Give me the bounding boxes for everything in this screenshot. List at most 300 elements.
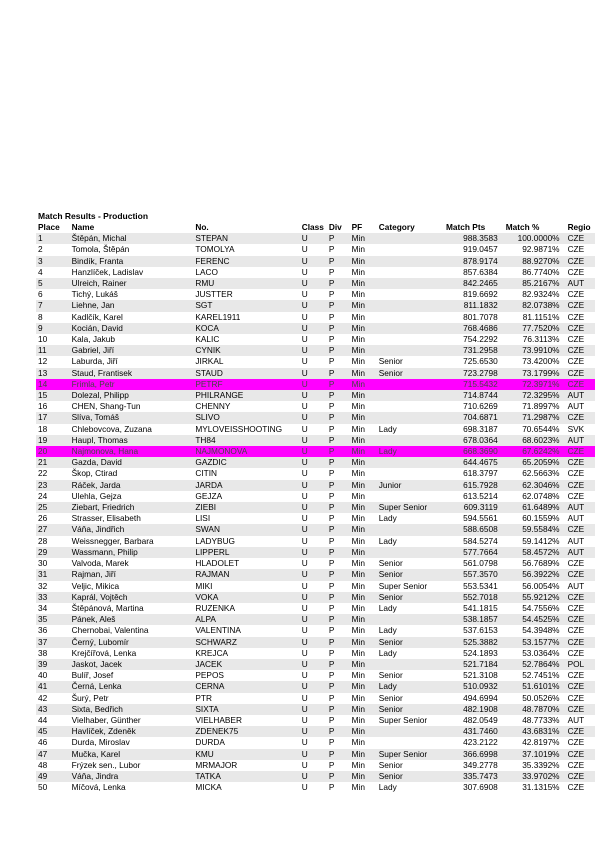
cell-number: RUZENKA — [193, 603, 299, 614]
col-pf-header: PF — [351, 222, 363, 232]
cell-match-pts: 588.6508 — [444, 524, 504, 535]
cell-name: Krejčířová, Lenka — [70, 648, 194, 659]
cell-match-pct: 77.7520% — [504, 323, 566, 334]
cell-number: KOCA — [193, 323, 299, 334]
cell-number: TOMOLYA — [193, 244, 299, 255]
cell-place: 47 — [36, 749, 70, 760]
cell-region: CZE — [566, 737, 595, 748]
cell-name: Kadlčík, Karel — [70, 312, 194, 323]
cell-match-pts: 801.7078 — [444, 312, 504, 323]
cell-region: CZE — [566, 704, 595, 715]
cell-class: U — [300, 704, 327, 715]
cell-match-pct: 65.2059% — [504, 457, 566, 468]
cell-place: 16 — [36, 401, 70, 412]
cell-class: U — [300, 513, 327, 524]
col-number-header: No. — [195, 222, 209, 232]
cell-region: CZE — [566, 412, 595, 423]
col-name-header: Name — [71, 222, 95, 232]
cell-category: Lady — [377, 625, 444, 636]
cell-pf: Min — [350, 569, 377, 580]
cell-region: CZE — [566, 368, 595, 379]
cell-region: CZE — [566, 334, 595, 345]
cell-category — [377, 435, 444, 446]
cell-name: Bindík, Franta — [70, 256, 194, 267]
cell-name: Wassmann, Philip — [70, 547, 194, 558]
page-title: Match Results - Production — [38, 211, 149, 221]
cell-match-pct: 73.1799% — [504, 368, 566, 379]
cell-category — [377, 300, 444, 311]
cell-category — [377, 547, 444, 558]
cell-division: P — [327, 670, 350, 681]
cell-division: P — [327, 278, 350, 289]
cell-division: P — [327, 334, 350, 345]
table-row — [36, 704, 595, 715]
cell-number: GAZDIC — [193, 457, 299, 468]
cell-category: Lady — [377, 782, 444, 793]
cell-number: SGT — [193, 300, 299, 311]
cell-category: Lady — [377, 648, 444, 659]
cell-match-pts: 510.0932 — [444, 681, 504, 692]
cell-class: U — [300, 468, 327, 479]
cell-name: Frýzek sen., Lubor — [70, 760, 194, 771]
cell-place: 10 — [36, 334, 70, 345]
cell-class: U — [300, 368, 327, 379]
cell-category — [377, 412, 444, 423]
cell-match-pts: 754.2292 — [444, 334, 504, 345]
cell-pf: Min — [350, 446, 377, 457]
cell-category — [377, 468, 444, 479]
table-row — [36, 681, 595, 692]
cell-match-pts: 552.7018 — [444, 592, 504, 603]
col-class-header: Class — [301, 222, 324, 232]
cell-pf: Min — [350, 323, 377, 334]
cell-class: U — [300, 256, 327, 267]
cell-category — [377, 323, 444, 334]
cell-match-pts: 335.7473 — [444, 771, 504, 782]
cell-division: P — [327, 289, 350, 300]
cell-match-pts: 349.2778 — [444, 760, 504, 771]
table-header-row — [36, 222, 595, 233]
cell-pf: Min — [350, 334, 377, 345]
table-row — [36, 693, 595, 704]
cell-match-pts: 609.3119 — [444, 502, 504, 513]
cell-region: AUT — [566, 401, 595, 412]
cell-name: Tomola, Štěpán — [70, 244, 194, 255]
cell-division: P — [327, 569, 350, 580]
col-category-header: Category — [378, 222, 415, 232]
col-region-header: Regio — [567, 222, 591, 232]
cell-number: RMU — [193, 278, 299, 289]
cell-place: 4 — [36, 267, 70, 278]
cell-division: P — [327, 446, 350, 457]
cell-place: 2 — [36, 244, 70, 255]
table-row — [36, 300, 595, 311]
cell-name: Šurý, Petr — [70, 693, 194, 704]
cell-match-pts: 521.7184 — [444, 659, 504, 670]
cell-division: P — [327, 424, 350, 435]
cell-number: ZIEBI — [193, 502, 299, 513]
cell-name: Černý, Lubomír — [70, 637, 194, 648]
cell-number: TATKA — [193, 771, 299, 782]
cell-match-pct: 52.7451% — [504, 670, 566, 681]
cell-region: CZE — [566, 782, 595, 793]
cell-class: U — [300, 625, 327, 636]
table-row — [36, 424, 595, 435]
cell-place: 31 — [36, 569, 70, 580]
table-row — [36, 637, 595, 648]
cell-place: 22 — [36, 468, 70, 479]
cell-number: LIPPERL — [193, 547, 299, 558]
cell-place: 26 — [36, 513, 70, 524]
cell-class: U — [300, 390, 327, 401]
cell-name: Ráček, Jarda — [70, 480, 194, 491]
cell-name: Sixta, Bedřich — [70, 704, 194, 715]
cell-class: U — [300, 760, 327, 771]
results-table — [36, 222, 595, 793]
cell-division: P — [327, 412, 350, 423]
cell-category — [377, 256, 444, 267]
table-row — [36, 782, 595, 793]
cell-pf: Min — [350, 715, 377, 726]
cell-number: RAJMAN — [193, 569, 299, 580]
cell-pf: Min — [350, 782, 377, 793]
cell-category: Junior — [377, 480, 444, 491]
cell-match-pct: 54.3948% — [504, 625, 566, 636]
cell-class: U — [300, 715, 327, 726]
cell-match-pct: 67.6242% — [504, 446, 566, 457]
table-row — [36, 244, 595, 255]
cell-match-pts: 615.7928 — [444, 480, 504, 491]
cell-place: 18 — [36, 424, 70, 435]
cell-pf: Min — [350, 278, 377, 289]
cell-place: 14 — [36, 379, 70, 390]
cell-match-pct: 48.7870% — [504, 704, 566, 715]
table-row — [36, 760, 595, 771]
cell-match-pct: 61.6489% — [504, 502, 566, 513]
cell-class: U — [300, 491, 327, 502]
cell-match-pct: 56.3922% — [504, 569, 566, 580]
table-row — [36, 345, 595, 356]
cell-pf: Min — [350, 536, 377, 547]
cell-match-pct: 51.6101% — [504, 681, 566, 692]
cell-class: U — [300, 536, 327, 547]
cell-region: CZE — [566, 267, 595, 278]
col-place-header: Place — [38, 222, 60, 232]
cell-name: Najmonova, Hana — [70, 446, 194, 457]
cell-match-pct: 53.0364% — [504, 648, 566, 659]
cell-class: U — [300, 446, 327, 457]
cell-category — [377, 278, 444, 289]
cell-pf: Min — [350, 603, 377, 614]
cell-pf: Min — [350, 558, 377, 569]
cell-match-pts: 644.4675 — [444, 457, 504, 468]
cell-pf: Min — [350, 401, 377, 412]
cell-pf: Min — [350, 256, 377, 267]
cell-division: P — [327, 435, 350, 446]
cell-pf: Min — [350, 368, 377, 379]
cell-class: U — [300, 289, 327, 300]
cell-pf: Min — [350, 513, 377, 524]
cell-place: 46 — [36, 737, 70, 748]
cell-match-pts: 482.1908 — [444, 704, 504, 715]
cell-division: P — [327, 356, 350, 367]
cell-name: Havlíček, Zdeněk — [70, 726, 194, 737]
table-row — [36, 726, 595, 737]
cell-class: U — [300, 737, 327, 748]
cell-region: CZE — [566, 670, 595, 681]
cell-name: Váňa, Jindra — [70, 771, 194, 782]
cell-match-pct: 35.3392% — [504, 760, 566, 771]
table-row — [36, 323, 595, 334]
cell-class: U — [300, 648, 327, 659]
col-match-pct-header: Match % — [505, 222, 540, 232]
cell-name: Škop, Ctirad — [70, 468, 194, 479]
cell-match-pts: 819.6692 — [444, 289, 504, 300]
cell-number: PETRF — [193, 379, 299, 390]
cell-division: P — [327, 256, 350, 267]
cell-region: CZE — [566, 760, 595, 771]
cell-class: U — [300, 412, 327, 423]
col-division-header: Div — [328, 222, 342, 232]
cell-division: P — [327, 233, 350, 244]
cell-region: CZE — [566, 446, 595, 457]
cell-match-pct: 88.9270% — [504, 256, 566, 267]
cell-class: U — [300, 637, 327, 648]
cell-name: Ziebart, Friedrich — [70, 502, 194, 513]
cell-division: P — [327, 524, 350, 535]
col-match-pts-header: Match Pts — [446, 222, 486, 232]
cell-place: 40 — [36, 670, 70, 681]
cell-category: Senior — [377, 771, 444, 782]
cell-pf: Min — [350, 424, 377, 435]
cell-number: CHENNY — [193, 401, 299, 412]
cell-pf: Min — [350, 457, 377, 468]
cell-pf: Min — [350, 244, 377, 255]
cell-number: PTR — [193, 693, 299, 704]
cell-place: 35 — [36, 614, 70, 625]
cell-match-pts: 561.0798 — [444, 558, 504, 569]
cell-name: Mučka, Karel — [70, 749, 194, 760]
cell-match-pts: 768.4686 — [444, 323, 504, 334]
cell-class: U — [300, 323, 327, 334]
cell-region: CZE — [566, 289, 595, 300]
cell-match-pct: 56.0054% — [504, 581, 566, 592]
cell-match-pts: 584.5274 — [444, 536, 504, 547]
cell-division: P — [327, 637, 350, 648]
cell-category — [377, 737, 444, 748]
cell-name: Slíva, Tomáš — [70, 412, 194, 423]
cell-place: 39 — [36, 659, 70, 670]
cell-category: Senior — [377, 368, 444, 379]
cell-match-pct: 50.0526% — [504, 693, 566, 704]
cell-region: POL — [566, 659, 595, 670]
cell-category: Senior — [377, 637, 444, 648]
cell-place: 27 — [36, 524, 70, 535]
cell-match-pct: 33.9702% — [504, 771, 566, 782]
cell-name: Laburda, Jiří — [70, 356, 194, 367]
cell-name: Ulehla, Gejza — [70, 491, 194, 502]
cell-match-pct: 73.4200% — [504, 356, 566, 367]
cell-class: U — [300, 670, 327, 681]
cell-division: P — [327, 782, 350, 793]
cell-match-pct: 52.7864% — [504, 659, 566, 670]
table-row — [36, 569, 595, 580]
cell-match-pct: 82.0738% — [504, 300, 566, 311]
cell-region: CZE — [566, 356, 595, 367]
cell-number: VOKA — [193, 592, 299, 603]
cell-region: CZE — [566, 524, 595, 535]
cell-number: JARDA — [193, 480, 299, 491]
cell-class: U — [300, 569, 327, 580]
cell-category: Senior — [377, 356, 444, 367]
cell-match-pct: 59.1412% — [504, 536, 566, 547]
cell-number: CERNA — [193, 681, 299, 692]
cell-match-pts: 678.0364 — [444, 435, 504, 446]
cell-match-pct: 68.6023% — [504, 435, 566, 446]
cell-class: U — [300, 457, 327, 468]
cell-place: 12 — [36, 356, 70, 367]
cell-match-pct: 62.5663% — [504, 468, 566, 479]
cell-match-pts: 577.7664 — [444, 547, 504, 558]
cell-match-pct: 53.1577% — [504, 637, 566, 648]
cell-pf: Min — [350, 681, 377, 692]
cell-region: CZE — [566, 468, 595, 479]
cell-number: HLADOLET — [193, 558, 299, 569]
cell-pf: Min — [350, 726, 377, 737]
cell-place: 15 — [36, 390, 70, 401]
cell-category — [377, 390, 444, 401]
cell-pf: Min — [350, 412, 377, 423]
cell-category — [377, 289, 444, 300]
cell-match-pct: 81.1151% — [504, 312, 566, 323]
cell-name: Chernobai, Valentina — [70, 625, 194, 636]
cell-place: 34 — [36, 603, 70, 614]
cell-category: Senior — [377, 569, 444, 580]
cell-category: Senior — [377, 670, 444, 681]
cell-place: 11 — [36, 345, 70, 356]
cell-pf: Min — [350, 379, 377, 390]
table-row — [36, 401, 595, 412]
cell-number: LADYBUG — [193, 536, 299, 547]
cell-place: 6 — [36, 289, 70, 300]
cell-region: CZE — [566, 457, 595, 468]
table-row — [36, 749, 595, 760]
table-row — [36, 289, 595, 300]
cell-category: Lady — [377, 424, 444, 435]
cell-place: 3 — [36, 256, 70, 267]
cell-name: Gazda, David — [70, 457, 194, 468]
cell-division: P — [327, 244, 350, 255]
table-row — [36, 558, 595, 569]
cell-match-pts: 482.0549 — [444, 715, 504, 726]
cell-pf: Min — [350, 300, 377, 311]
cell-category: Super Senior — [377, 749, 444, 760]
cell-division: P — [327, 536, 350, 547]
cell-class: U — [300, 558, 327, 569]
cell-pf: Min — [350, 345, 377, 356]
cell-place: 17 — [36, 412, 70, 423]
cell-division: P — [327, 390, 350, 401]
cell-name: Černá, Lenka — [70, 681, 194, 692]
cell-region: AUT — [566, 536, 595, 547]
cell-pf: Min — [350, 480, 377, 491]
cell-category: Lady — [377, 681, 444, 692]
cell-match-pct: 71.2987% — [504, 412, 566, 423]
cell-number: MICKA — [193, 782, 299, 793]
cell-name: Vielhaber, Günther — [70, 715, 194, 726]
cell-place: 38 — [36, 648, 70, 659]
cell-class: U — [300, 379, 327, 390]
cell-place: 5 — [36, 278, 70, 289]
cell-match-pts: 525.3882 — [444, 637, 504, 648]
cell-number: CITIN — [193, 468, 299, 479]
cell-division: P — [327, 681, 350, 692]
cell-place: 41 — [36, 681, 70, 692]
cell-name: CHEN, Shang-Tun — [70, 401, 194, 412]
cell-match-pct: 71.8997% — [504, 401, 566, 412]
cell-region: CZE — [566, 345, 595, 356]
cell-place: 20 — [36, 446, 70, 457]
cell-place: 43 — [36, 704, 70, 715]
cell-division: P — [327, 267, 350, 278]
table-row — [36, 390, 595, 401]
cell-pf: Min — [350, 704, 377, 715]
table-row — [36, 256, 595, 267]
cell-division: P — [327, 401, 350, 412]
cell-name: Hanzlíček, Ladislav — [70, 267, 194, 278]
cell-match-pts: 613.5214 — [444, 491, 504, 502]
cell-place: 7 — [36, 300, 70, 311]
cell-region: CZE — [566, 648, 595, 659]
cell-region: CZE — [566, 592, 595, 603]
cell-number: JUSTTER — [193, 289, 299, 300]
cell-category: Lady — [377, 536, 444, 547]
cell-class: U — [300, 749, 327, 760]
cell-class: U — [300, 312, 327, 323]
cell-category — [377, 614, 444, 625]
cell-class: U — [300, 334, 327, 345]
cell-pf: Min — [350, 592, 377, 603]
table-row — [36, 334, 595, 345]
cell-division: P — [327, 693, 350, 704]
cell-match-pct: 58.4572% — [504, 547, 566, 558]
table-row — [36, 468, 595, 479]
cell-region: CZE — [566, 233, 595, 244]
cell-match-pts: 714.8744 — [444, 390, 504, 401]
cell-class: U — [300, 345, 327, 356]
cell-place: 23 — [36, 480, 70, 491]
cell-match-pts: 698.3187 — [444, 424, 504, 435]
cell-place: 28 — [36, 536, 70, 547]
cell-class: U — [300, 782, 327, 793]
cell-region: AUT — [566, 715, 595, 726]
table-row — [36, 278, 595, 289]
cell-pf: Min — [350, 547, 377, 558]
cell-number: MRMAJOR — [193, 760, 299, 771]
cell-region: CZE — [566, 244, 595, 255]
cell-region: CZE — [566, 771, 595, 782]
table-row — [36, 267, 595, 278]
cell-match-pct: 43.6831% — [504, 726, 566, 737]
cell-category — [377, 401, 444, 412]
table-row — [36, 379, 595, 390]
cell-match-pts: 537.6153 — [444, 625, 504, 636]
cell-division: P — [327, 558, 350, 569]
cell-name: Štěpán, Michal — [70, 233, 194, 244]
cell-name: Kala, Jakub — [70, 334, 194, 345]
cell-category: Senior — [377, 693, 444, 704]
cell-number: VIELHABER — [193, 715, 299, 726]
